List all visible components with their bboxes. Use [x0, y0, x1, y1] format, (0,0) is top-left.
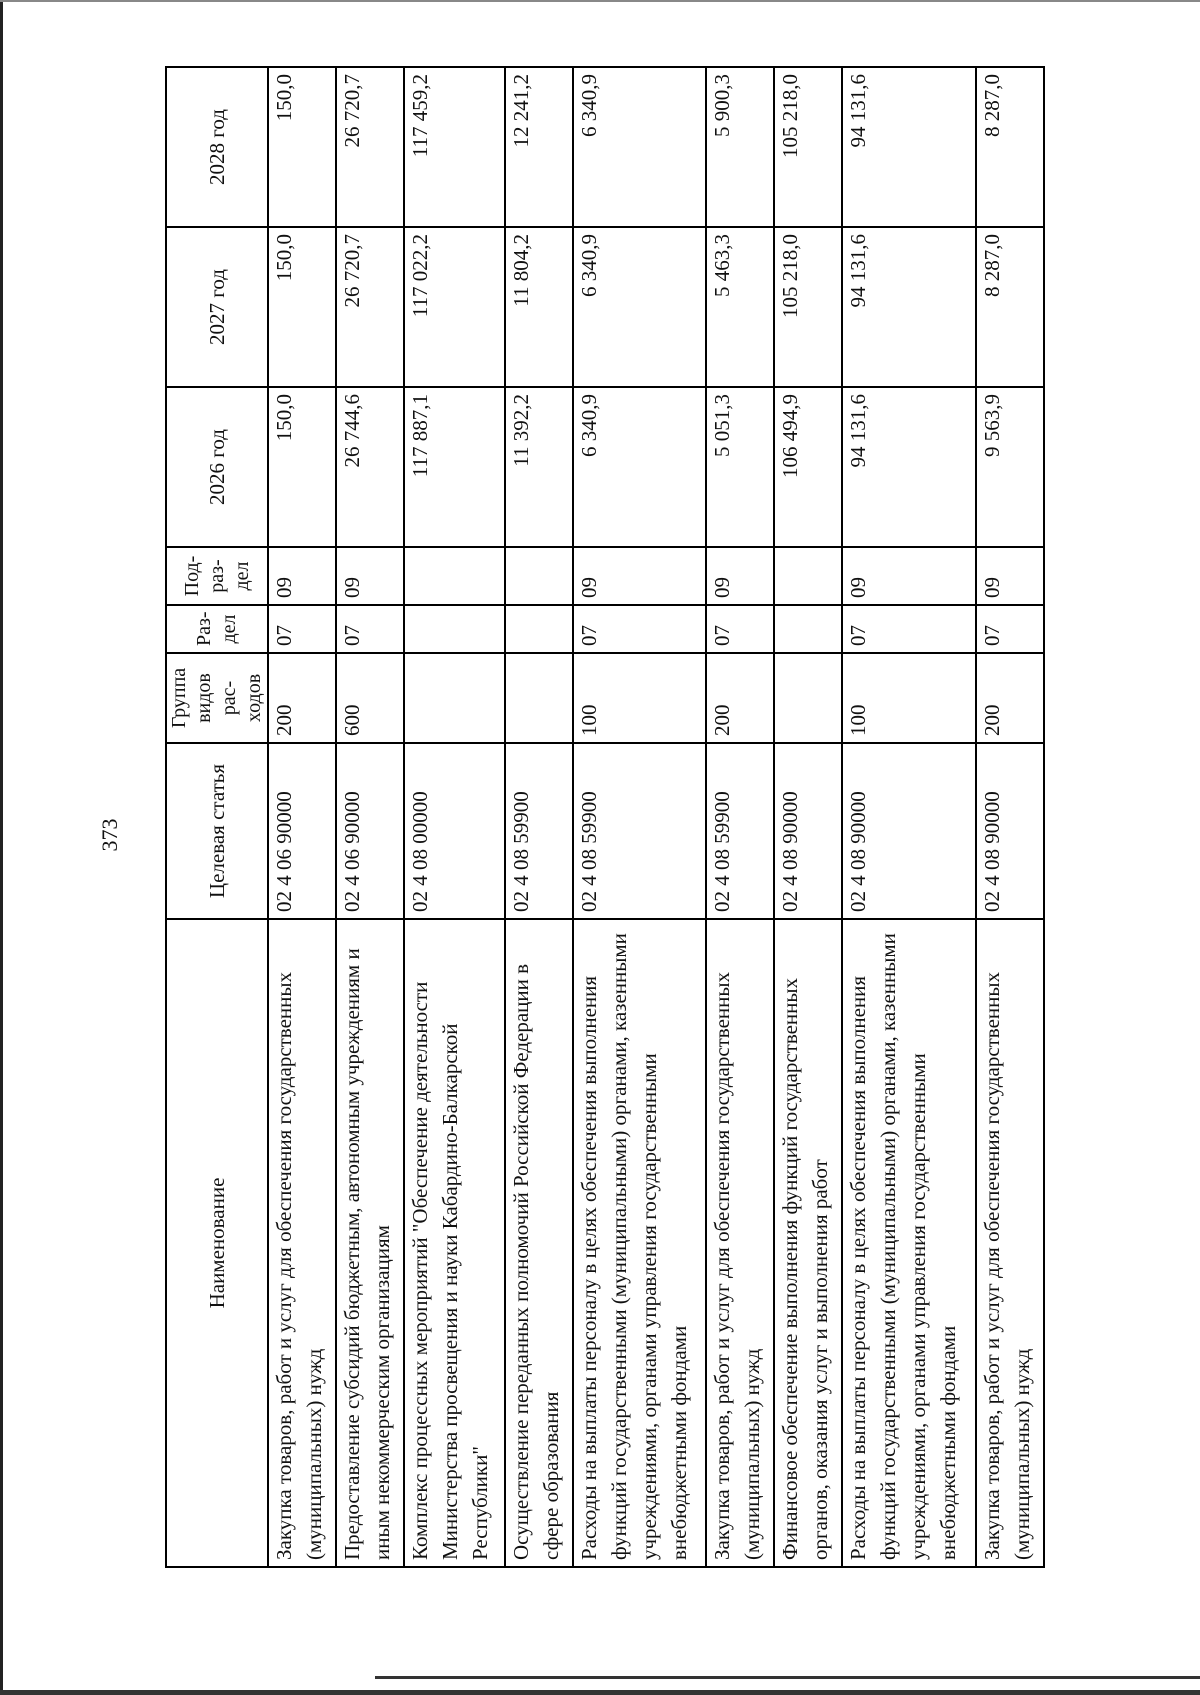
cell-section: 07 [976, 605, 1044, 653]
cell-2026: 5 051,3 [706, 387, 774, 547]
cell-subsection: 09 [706, 547, 774, 605]
header-expense-group: Группа видов рас-ходов [166, 653, 268, 743]
cell-2028: 5 900,3 [706, 67, 774, 227]
cell-2027: 105 218,0 [774, 227, 842, 387]
cell-name: Закупка товаров, работ и услуг для обеспечения государственных (муниципальных) нужд [706, 919, 774, 1567]
header-subsection: Под-раз-дел [166, 547, 268, 605]
cell-group: 100 [573, 653, 707, 743]
scan-top-edge [0, 0, 1200, 2]
cell-2027: 150,0 [268, 227, 336, 387]
cell-2026: 150,0 [268, 387, 336, 547]
cell-group [505, 653, 573, 743]
cell-2028: 6 340,9 [573, 67, 707, 227]
cell-name: Финансовое обеспечение выполнения функций государственных органов, оказания услуг и выполнения работ [774, 919, 842, 1567]
cell-2028: 8 287,0 [976, 67, 1044, 227]
cell-2028: 94 131,6 [842, 67, 976, 227]
cell-2026: 9 563,9 [976, 387, 1044, 547]
cell-2027: 5 463,3 [706, 227, 774, 387]
cell-section [404, 605, 505, 653]
cell-2027: 26 720,7 [336, 227, 404, 387]
cell-2026: 94 131,6 [842, 387, 976, 547]
cell-2027: 94 131,6 [842, 227, 976, 387]
table-row [976, 67, 1044, 1567]
rotated-table-wrapper [165, 68, 1045, 1568]
header-2026: 2026 год [166, 387, 268, 547]
cell-target: 02 4 08 90000 [842, 743, 976, 919]
cell-name: Закупка товаров, работ и услуг для обеспечения государственных (муниципальных) нужд [268, 919, 336, 1567]
scan-bottom-border [0, 1690, 1200, 1695]
cell-target: 02 4 08 59900 [706, 743, 774, 919]
table-row [706, 67, 774, 1567]
cell-section: 07 [842, 605, 976, 653]
cell-subsection: 09 [842, 547, 976, 605]
cell-section [774, 605, 842, 653]
cell-2026: 26 744,6 [336, 387, 404, 547]
header-target-article: Целевая статья [166, 743, 268, 919]
cell-2028: 117 459,2 [404, 67, 505, 227]
cell-2027: 11 804,2 [505, 227, 573, 387]
cell-2028: 12 241,2 [505, 67, 573, 227]
cell-target: 02 4 06 90000 [336, 743, 404, 919]
cell-target: 02 4 08 90000 [976, 743, 1044, 919]
table-row [336, 67, 404, 1567]
table-row [404, 67, 505, 1567]
cell-subsection [505, 547, 573, 605]
cell-subsection: 09 [268, 547, 336, 605]
table-row [268, 67, 336, 1567]
cell-2026: 6 340,9 [573, 387, 707, 547]
cell-name: Комплекс процессных мероприятий "Обеспечение деятельности Министерства просвещения и науки Кабардино-Балкарской Республики" [404, 919, 505, 1567]
cell-section: 07 [268, 605, 336, 653]
cell-2028: 150,0 [268, 67, 336, 227]
cell-group [404, 653, 505, 743]
cell-group: 100 [842, 653, 976, 743]
table-row [505, 67, 573, 1567]
scan-bottom-line [375, 1676, 1200, 1679]
scan-left-edge [0, 0, 3, 1695]
page-number: 373 [97, 818, 122, 852]
cell-target: 02 4 06 90000 [268, 743, 336, 919]
cell-target: 02 4 08 59900 [573, 743, 707, 919]
cell-section [505, 605, 573, 653]
cell-group [774, 653, 842, 743]
header-section: Раз-дел [166, 605, 268, 653]
cell-name: Расходы на выплаты персоналу в целях обеспечения выполнения функций государственными (муниципальными) органами, казенными учреждениями, органами управления государственными внебюджетными фондами [573, 919, 707, 1567]
cell-2026: 11 392,2 [505, 387, 573, 547]
cell-section: 07 [573, 605, 707, 653]
cell-section: 07 [706, 605, 774, 653]
header-2027: 2027 год [166, 227, 268, 387]
header-name: Наименование [166, 919, 268, 1567]
cell-2027: 6 340,9 [573, 227, 707, 387]
cell-group: 200 [268, 653, 336, 743]
cell-target: 02 4 08 90000 [774, 743, 842, 919]
cell-2028: 105 218,0 [774, 67, 842, 227]
cell-subsection [404, 547, 505, 605]
cell-name: Предоставление субсидий бюджетным, автономным учреждениям и иным некоммерческим организациям [336, 919, 404, 1567]
cell-2027: 8 287,0 [976, 227, 1044, 387]
cell-group: 200 [706, 653, 774, 743]
table-header-row [166, 67, 268, 1567]
cell-group: 200 [976, 653, 1044, 743]
cell-2026: 117 887,1 [404, 387, 505, 547]
cell-subsection [774, 547, 842, 605]
cell-subsection: 09 [336, 547, 404, 605]
header-2028: 2028 год [166, 67, 268, 227]
table-row [842, 67, 976, 1567]
table-row [573, 67, 707, 1567]
cell-2027: 117 022,2 [404, 227, 505, 387]
cell-section: 07 [336, 605, 404, 653]
cell-target: 02 4 08 59900 [505, 743, 573, 919]
cell-name: Закупка товаров, работ и услуг для обеспечения государственных (муниципальных) нужд [976, 919, 1044, 1567]
cell-subsection: 09 [573, 547, 707, 605]
cell-target: 02 4 08 00000 [404, 743, 505, 919]
table-row [774, 67, 842, 1567]
cell-2026: 106 494,9 [774, 387, 842, 547]
cell-subsection: 09 [976, 547, 1044, 605]
cell-name: Осуществление переданных полномочий Российской Федерации в сфере образования [505, 919, 573, 1567]
cell-2028: 26 720,7 [336, 67, 404, 227]
budget-table [165, 66, 1045, 1568]
cell-name: Расходы на выплаты персоналу в целях обеспечения выполнения функций государственными (муниципальными) органами, казенными учреждениями, органами управления государственными внебюджетными фондами [842, 919, 976, 1567]
cell-group: 600 [336, 653, 404, 743]
